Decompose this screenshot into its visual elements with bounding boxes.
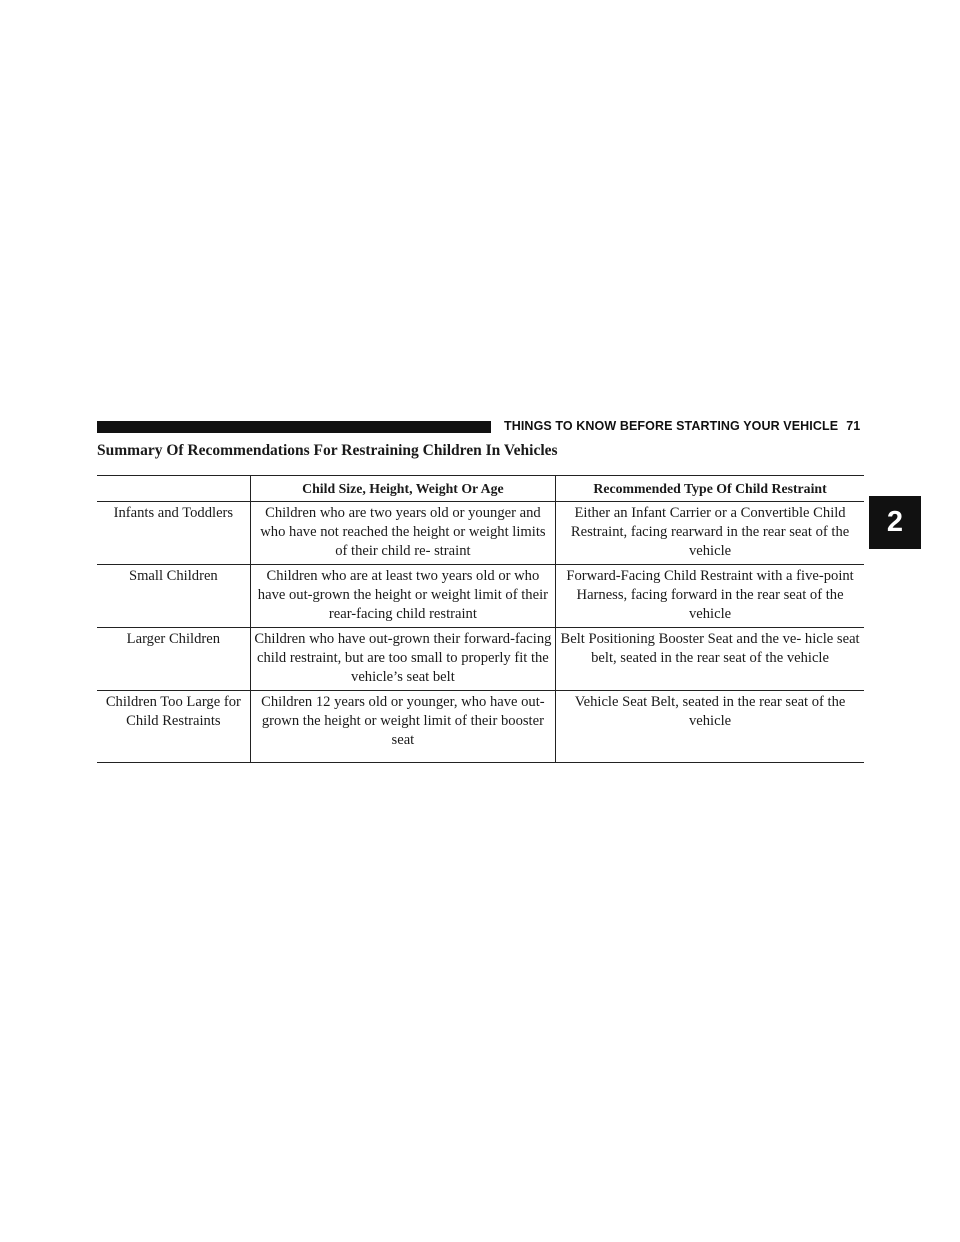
column-header-size: Child Size, Height, Weight Or Age (250, 476, 555, 502)
row-restraint: Vehicle Seat Belt, seated in the rear seat of the vehicle (556, 691, 864, 763)
table-row (97, 502, 864, 565)
running-header (504, 419, 860, 433)
row-size: Children who have out-grown their forward-facing child restraint, but are too small to properly fit the vehicle’s seat belt (250, 628, 555, 691)
table-row (97, 565, 864, 628)
row-category: Small Children (97, 565, 250, 628)
running-title: THINGS TO KNOW BEFORE STARTING YOUR VEHICLE (504, 419, 839, 433)
table-header-row (97, 476, 864, 502)
row-restraint: Forward-Facing Child Restraint with a five-point Harness, facing forward in the rear seat of the vehicle (556, 565, 864, 628)
row-restraint: Either an Infant Carrier or a Convertible Child Restraint, facing rearward in the rear seat of the vehicle (556, 502, 864, 565)
row-category: Children Too Large for Child Restraints (97, 691, 250, 763)
chapter-tab (869, 496, 921, 549)
page-number: 71 (846, 419, 861, 433)
section-title: Summary Of Recommendations For Restraining Children In Vehicles (97, 442, 558, 459)
table-row (97, 628, 864, 691)
row-size: Children 12 years old or younger, who have out-grown the height or weight limit of their booster seat (250, 691, 555, 763)
row-category: Larger Children (97, 628, 250, 691)
row-size: Children who are at least two years old or who have out-grown the height or weight limit of their rear-facing child restraint (250, 565, 555, 628)
column-header-category (97, 476, 250, 502)
header-rule-bar (97, 421, 491, 433)
row-restraint: Belt Positioning Booster Seat and the ve- hicle seat belt, seated in the rear seat of the vehicle (556, 628, 864, 691)
recommendations-table (97, 475, 864, 763)
row-size: Children who are two years old or younger and who have not reached the height or weight limits of their child re- straint (250, 502, 555, 565)
row-category: Infants and Toddlers (97, 502, 250, 565)
chapter-number: 2 (886, 506, 904, 538)
table-row (97, 691, 864, 763)
column-header-restraint: Recommended Type Of Child Restraint (556, 476, 864, 502)
